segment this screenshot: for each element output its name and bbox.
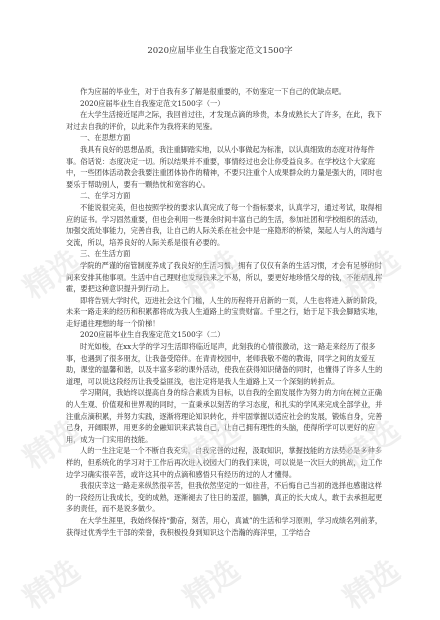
paragraph: 三、在生活方面	[80, 249, 131, 259]
paragraph: 在大学生涯里，我始终保持“勤奋，刻苦，用心，真诚”的生活和学习原则，学习成绩名列前茅，获得过优秀学生干部的荣誉，我积极投身到知识这个浩瀚的海洋里，工学结合	[66, 515, 383, 537]
watermark-text: 精选	[337, 243, 407, 307]
paragraph: 时光如梭，在xx大学的学习生活即将临近尾声，此刻我的心情很激动，这一路走来经历了很多事，也遇到了很多朋友，让我备受陪伴。在青青校园中，老师我敬不倦的教诲，同学之间的友爱互助，课堂的温馨和谐，以及丰富多彩的课外活动，使我在获得知识储备的同时，也懂得了许多人生的道理，可以说这段经历让我受益匪浅，也注定将是我人生道路上又一个深刻的转折点。	[66, 342, 383, 386]
watermark-text: 精选	[17, 413, 87, 477]
watermark-text: 精选	[177, 553, 247, 617]
watermark-text: 精选	[337, 553, 407, 617]
paragraph: 人的一生注定是一个不断自我充实，自我完善的过程，汲取知识，掌握技能的方法势必是多种多样的，但系统化的学习对于工作后再次进入校园大门的我们来说，可以说是一次巨大的挑战，边工作边学习确实很辛苦，或许这其中的点滴和感悟只有经历的过的人才懂得。	[66, 446, 383, 479]
paragraph: 学院的严谨的宿管制度养成了我良好的生活习惯，拥有了仅仅有条的生活习惯，才会有足够的时间来安排其他事项。生活中自己理财也发现钱来之不易，所以，要更好地珍惜父母的钱，不能胡乱挥霍，要把这种意识提升到行动上。	[66, 260, 383, 294]
paragraph: 二、在学习方面	[80, 191, 131, 201]
document-body	[66, 86, 384, 538]
paragraph: 2020应届毕业生自我鉴定范文1500字（二）	[80, 330, 225, 340]
paragraph: 学习期间，我始终以提高自身的综合素质为目标，以自我的全面发展作为努力的方向在树立正确的人生观、价值观和世界观的同时，一直秉承以刻苦的学习态度，和扎实的学风来完成全部学业，并注重点滴积累，并努力实践，逐渐将理论知识转化，并牢固掌握以适应社会的发展，锻炼自身，完善己身，开阔眼界，用更多的金融知识来武装自己，让自己拥有理性的头脑，使得所学可以更好的应用，成为一门实用的技能。	[66, 388, 383, 444]
watermark-text: 精选	[17, 553, 87, 617]
paragraph: 我具有良好的思想品质，我注重脚踏实地，以从小事做起为标准，以认真细致的态度对待每件事。俗话说：态度决定一切。所以结果并不重要，事情经过也会让你受益良多。在学校这个大家庭中，一些团体活动教会我要注重团体协作的精神，不要只注重个人成果群众的力量是强大的，同时也要乐于帮助别人，要有一颗热忱和宽容的心。	[66, 144, 383, 189]
watermark-text: 精选	[177, 413, 247, 477]
watermark-text: 精选	[177, 243, 247, 307]
paragraph: 即将告别大学时代，迈进社会这个门槛，人生的历程将开启新的一页，人生也将进入新的阶段，未来一路走来的经历和积累都将成为我人生道路上的宝贵财富。千里之行，始于足下我会脚踏实地，走好通往理想的每一个阶梯！	[66, 295, 383, 328]
watermark-text: 精选	[337, 413, 407, 477]
document-title: 2020应届毕业生自我鉴定范文1500字	[147, 46, 293, 56]
paragraph: 作为应届的毕业生，对于自我有多了解是很重要的，不妨鉴定一下自己的优缺点吧。	[80, 87, 346, 96]
paragraph: 我很庆幸这一路走来纵然很辛苦，但我依然坚定的一如往昔，不后悔自己当初的选择也感谢这样的一段经历让我成长，变的成熟，逐渐褪去了往日的羞涩，腼腆，真正的长大成人，敢于去承担起更多的责任，而不是说多做少。	[66, 481, 383, 514]
paragraph: 一、在思想方面	[80, 133, 131, 143]
paragraph: 不能说很完美，但也按照学校的要求认真完成了每一个指标要求，认真学习，通过考试，取得相应的证书。学习固然重要，但也会利用一些课余时间丰富自己的生活，参加社团和学校组织的活动，加强交流处事能力，完善自我，让自己的人际关系在社会中是一座隐形的桥梁，架起人与人的沟通与交流，所以，培养良好的人际关系是很有必要的。	[66, 202, 383, 247]
paragraph: 在大学生活接近尾声之际，我回首过往，才发现点滴的珍贵，本身成熟长大了许多，在此，我下对过去自我的评价，以此来作为我将来的见鉴。	[66, 110, 382, 131]
paragraph: 2020应届毕业生自我鉴定范文1500字（一）	[80, 98, 225, 108]
watermark-text: 精选	[17, 243, 87, 307]
